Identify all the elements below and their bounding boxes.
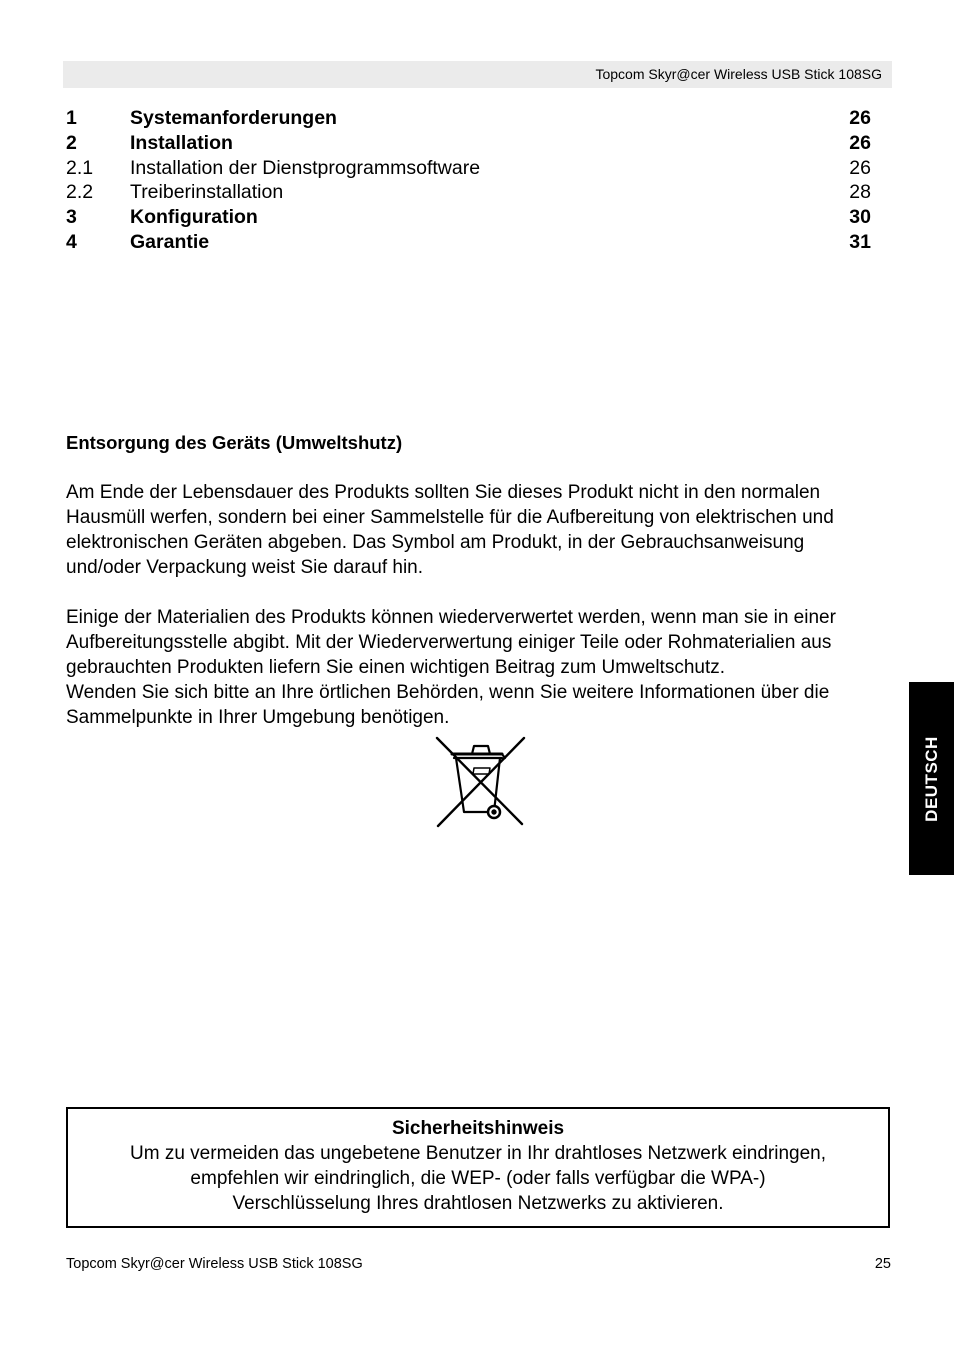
header-title: Topcom Skyr@cer Wireless USB Stick 108SG xyxy=(595,66,882,82)
paragraph-line: Sammelpunkte in Ihrer Umgebung benötigen. xyxy=(66,707,450,728)
toc-title: Garantie xyxy=(130,230,210,253)
toc-row[interactable] xyxy=(66,106,871,131)
toc-number: 2 xyxy=(66,131,77,154)
toc-title: Systemanforderungen xyxy=(130,107,337,129)
paragraph-line: Hausmüll werfen, sondern bei einer Sammelstelle für die Aufbereitung von elektrischen und xyxy=(66,507,834,528)
notice-line: Verschlüsselung Ihres drahtlosen Netzwerks zu aktivieren. xyxy=(232,1193,724,1214)
paragraph-line: Wenden Sie sich bitte an Ihre örtlichen Behörden, wenn Sie weitere Informationen über die xyxy=(66,682,830,703)
paragraph-line: und/oder Verpackung weist Sie darauf hin. xyxy=(66,557,424,578)
toc-row[interactable] xyxy=(66,156,871,181)
footer-title: Topcom Skyr@cer Wireless USB Stick 108SG xyxy=(66,1256,363,1272)
paragraph-line: Aufbereitungsstelle abgibt. Mit der Wiederverwertung einiger Teile oder Rohmaterialien aus xyxy=(66,632,832,653)
toc-row[interactable] xyxy=(66,205,871,230)
language-tab xyxy=(909,682,954,875)
table-of-contents xyxy=(66,106,871,255)
toc-row[interactable] xyxy=(66,131,871,156)
toc-row[interactable] xyxy=(66,230,871,255)
page-number: 25 xyxy=(874,1256,891,1272)
crossed-out-wheelie-bin-icon xyxy=(432,734,528,830)
toc-title: Konfiguration xyxy=(130,206,258,229)
paragraph-line: Am Ende der Lebensdauer des Produkts sollten Sie dieses Produkt nicht in den normalen xyxy=(66,482,821,503)
toc-page: 26 xyxy=(849,107,871,129)
toc-page: 30 xyxy=(849,206,871,229)
toc-title: Treiberinstallation xyxy=(130,181,284,204)
toc-number: 1 xyxy=(66,107,77,129)
language-tab-label: DEUTSCH xyxy=(921,735,941,822)
disposal-heading: Entsorgung des Geräts (Umweltshutz) xyxy=(66,432,403,453)
toc-title: Installation der Dienstprogrammsoftware xyxy=(130,156,481,179)
paragraph-line: Einige der Materialien des Produkts können wiederverwertet werden, wenn man sie in einer xyxy=(66,607,836,628)
toc-page: 26 xyxy=(849,131,871,154)
paragraph-line: gebrauchten Produkten liefern Sie einen wichtigen Beitrag zum Umweltschutz. xyxy=(66,657,726,678)
toc-number: 3 xyxy=(66,206,77,229)
disposal-paragraph-2 xyxy=(66,605,896,730)
toc-number: 2.2 xyxy=(66,181,94,204)
page-header xyxy=(63,61,892,88)
notice-title: Sicherheitshinweis xyxy=(391,1118,565,1139)
notice-line: empfehlen wir eindringlich, die WEP- (oder falls verfügbar die WPA-) xyxy=(190,1168,766,1189)
toc-page: 26 xyxy=(849,156,871,179)
toc-page: 31 xyxy=(849,230,871,253)
security-notice-box xyxy=(66,1107,890,1228)
toc-number: 4 xyxy=(66,230,77,253)
paragraph-line: elektronischen Geräten abgeben. Das Symbol am Produkt, in der Gebrauchsanweisung xyxy=(66,532,805,553)
notice-line: Um zu vermeiden das ungebetene Benutzer in Ihr drahtloses Netzwerk eindringen, xyxy=(130,1143,826,1164)
toc-row[interactable] xyxy=(66,180,871,205)
disposal-paragraph-1 xyxy=(66,480,896,580)
toc-page: 28 xyxy=(849,181,871,204)
toc-number: 2.1 xyxy=(66,156,94,179)
toc-title: Installation xyxy=(130,131,233,154)
